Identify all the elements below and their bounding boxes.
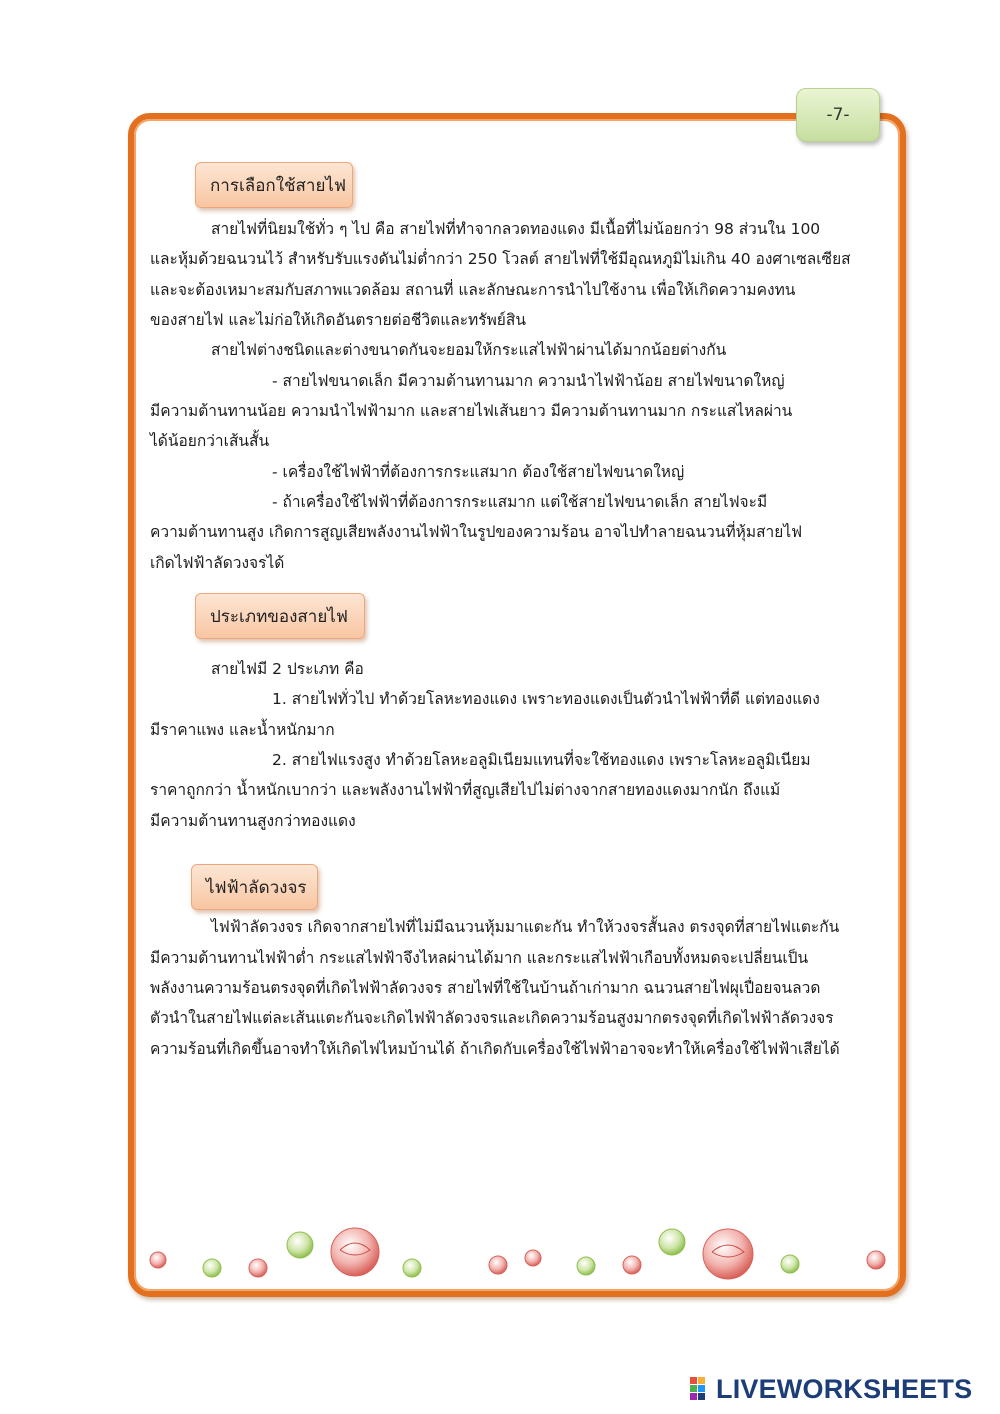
paragraph-line: ราคาถูกกว่า น้ำหนักเบากว่า และพลังงานไฟฟ้าที่สูญเสียไปไม่ต่างจากสายทองแดงมากนัก ถึงแม้ xyxy=(150,781,781,799)
paragraph-line: สายไฟที่นิยมใช้ทั่ว ๆ ไป คือ สายไฟที่ทำจากลวดทองแดง มีเนื้อที่ไม่น้อยกว่า 98 ส่วนใน 100 xyxy=(211,220,821,238)
numbered-line: 2. สายไฟแรงสูง ทำด้วยโลหะอลูมิเนียมแทนที่จะใช้ทองแดง เพราะโลหะอลูมิเนียม xyxy=(272,751,811,769)
numbered-line: 1. สายไฟทั่วไป ทำด้วยโลหะทองแดง เพราะทองแดงเป็นตัวนำไฟฟ้าที่ดี แต่ทองแดง xyxy=(272,690,820,708)
paragraph-line: ความต้านทานสูง เกิดการสูญเสียพลังงานไฟฟ้าในรูปของความร้อน อาจไปทำลายฉนวนที่หุ้มสายไฟ xyxy=(150,523,803,541)
paragraph-line: ความร้อนที่เกิดขึ้นอาจทำให้เกิดไฟไหมบ้านได้ ถ้าเกิดกับเครื่องใช้ไฟฟ้าอาจจะทำให้เครื่องใช้ไฟฟ้าเสียได้ xyxy=(150,1040,840,1058)
paragraph-line: ตัวนำในสายไฟแต่ละเส้นแตะกันจะเกิดไฟฟ้าลัดวงจรและเกิดความร้อนสูงมากตรงจุดที่เกิดไฟฟ้าลัดวงจร xyxy=(150,1009,834,1027)
ornament-decoration-icon xyxy=(140,1220,900,1290)
bullet-line: - สายไฟขนาดเล็ก มีความต้านทานมาก ความนำไฟฟ้าน้อย สายไฟขนาดใหญ่ xyxy=(272,372,785,390)
liveworksheets-logo-icon xyxy=(690,1377,714,1401)
paragraph-line: มีความต้านทานสูงกว่าทองแดง xyxy=(150,812,356,830)
paragraph-line: สายไฟมี 2 ประเภท คือ xyxy=(211,660,364,678)
paragraph-line: พลังงานความร้อนตรงจุดที่เกิดไฟฟ้าลัดวงจร สายไฟที่ใช้ในบ้านถ้าเก่ามาก ฉนวนสายไฟผุเปื่อยจนลวด xyxy=(150,979,821,997)
paragraph-line: ไฟฟ้าลัดวงจร เกิดจากสายไฟที่ไม่มีฉนวนหุ้มมาแตะกัน ทำให้วงจรสั้นลง ตรงจุดที่สายไฟแตะกัน xyxy=(211,918,840,936)
paragraph-line: ได้น้อยกว่าเส้นสั้น xyxy=(150,432,270,450)
paragraph-line: และจะต้องเหมาะสมกับสภาพแวดล้อม สถานที่ และลักษณะการนำไปใช้งาน เพื่อให้เกิดความคงทน xyxy=(150,281,796,299)
bullet-line: - เครื่องใช้ไฟฟ้าที่ต้องการกระแสมาก ต้องใช้สายไฟขนาดใหญ่ xyxy=(272,463,685,481)
section-heading-short-circuit: ไฟฟ้าลัดวงจร xyxy=(191,864,318,910)
brand-name: LIVEWORKSHEETS xyxy=(716,1373,973,1404)
section-heading-wire-selection: การเลือกใช้สายไฟ xyxy=(195,162,353,208)
liveworksheets-brand xyxy=(690,1372,990,1406)
paragraph-line: เกิดไฟฟ้าลัดวงจรได้ xyxy=(150,554,285,572)
bullet-line: - ถ้าเครื่องใช้ไฟฟ้าที่ต้องการกระแสมาก แต่ใช้สายไฟขนาดเล็ก สายไฟจะมี xyxy=(272,493,768,511)
paragraph-line: และหุ้มด้วยฉนวนไว้ สำหรับรับแรงดันไม่ต่ำกว่า 250 โวลต์ สายไฟที่ใช้มีอุณหภูมิไม่เกิน 40 องศาเซลเซียส xyxy=(150,250,851,268)
paragraph-line: มีความต้านทานน้อย ความนำไฟฟ้ามาก และสายไฟเส้นยาว มีความต้านทานมาก กระแสไหลผ่าน xyxy=(150,402,793,420)
page-number: -7- xyxy=(796,88,880,142)
paragraph-line: มีราคาแพง และน้ำหนักมาก xyxy=(150,721,335,739)
paragraph-line: มีความต้านทานไฟฟ้าต่ำ กระแสไฟฟ้าจึงไหลผ่านได้มาก และกระแสไฟฟ้าเกือบทั้งหมดจะเปลี่ยนเป็น xyxy=(150,949,809,967)
paragraph-line: สายไฟต่างชนิดและต่างขนาดกันจะยอมให้กระแสไฟฟ้าผ่านได้มากน้อยต่างกัน xyxy=(211,341,727,359)
section-heading-wire-types: ประเภทของสายไฟ xyxy=(195,593,365,639)
paragraph-line: ของสายไฟ และไม่ก่อให้เกิดอันตรายต่อชีวิตและทรัพย์สิน xyxy=(150,311,526,329)
